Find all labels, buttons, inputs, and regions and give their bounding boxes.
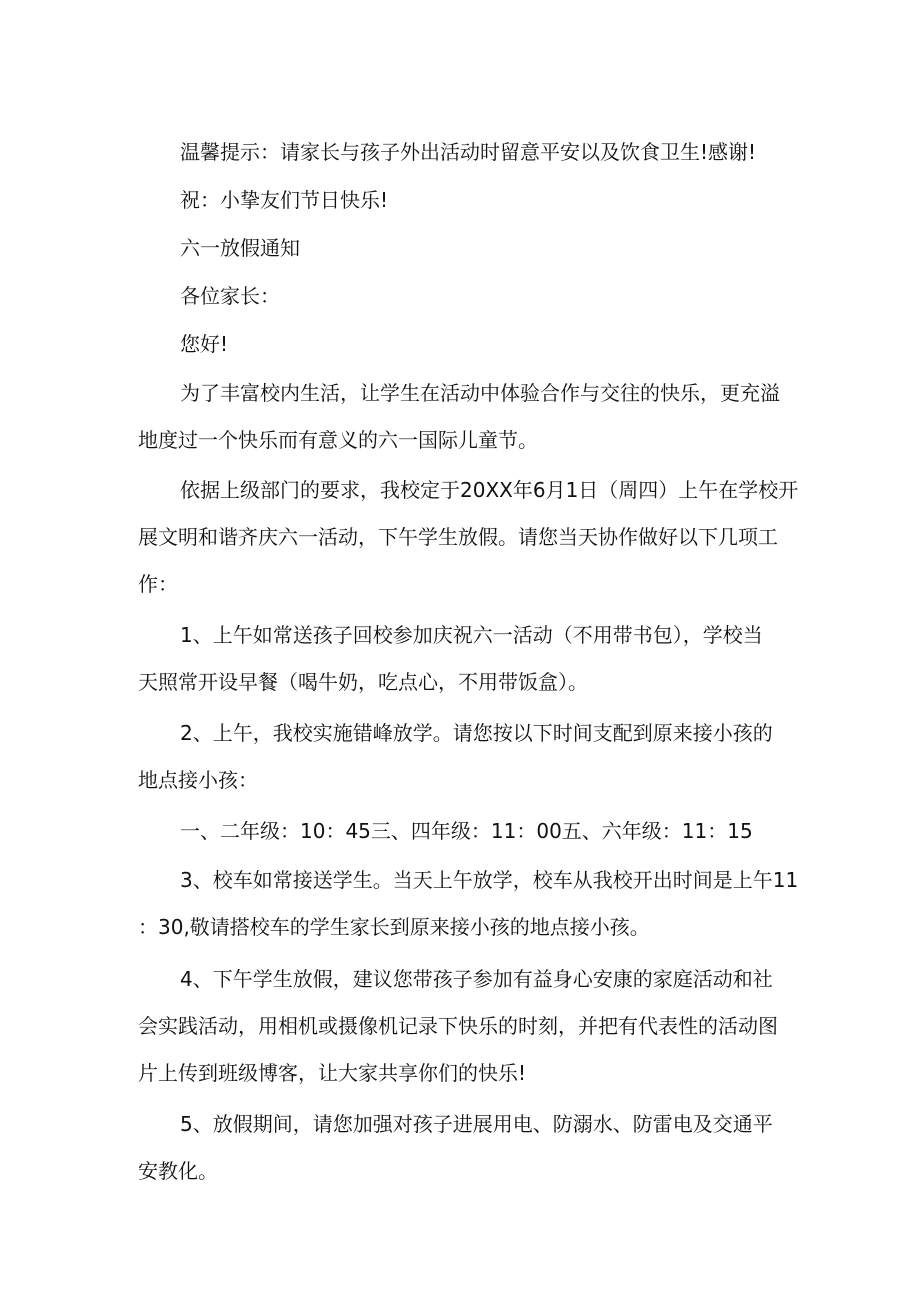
notice-title xyxy=(138,225,788,272)
paragraph-schedule xyxy=(138,467,799,608)
text-line: 1、上午如常送孩子回校参加庆祝六一活动（不用带书包），学校当 xyxy=(180,623,763,647)
text-line: 5、放假期间，请您加强对孩子进展用电、防溺水、防雷电及交通平 xyxy=(180,1112,773,1136)
text-line: 片上传到班级博客，让大家共享你们的快乐! xyxy=(138,1061,527,1085)
item-1 xyxy=(138,612,788,706)
paragraph-wishes xyxy=(138,177,788,224)
salutation xyxy=(138,273,788,320)
paragraph-reminder xyxy=(138,129,788,176)
item-3 xyxy=(138,857,799,951)
item-4 xyxy=(138,956,788,1097)
text-line: 3、校车如常接送学生。当天上午放学，校车从我校开出时间是上午11 xyxy=(180,868,799,892)
greeting xyxy=(138,321,788,368)
item-2 xyxy=(138,710,788,804)
text-line: ：30,敬请搭校车的学生家长到原来接小孩的地点接小孩。 xyxy=(138,915,650,939)
text-line: 一、二年级：10：45三、四年级：11：00五、六年级：11：15 xyxy=(180,819,753,843)
text-line: 天照常开设早餐（喝牛奶，吃点心，不用带饭盒）。 xyxy=(138,670,588,694)
text-line: 地度过一个快乐而有意义的六一国际儿童节。 xyxy=(138,428,538,452)
text-line: 地点接小孩： xyxy=(138,768,258,792)
text-line: 作： xyxy=(138,572,178,596)
text-line: 为了丰富校内生活，让学生在活动中体验合作与交往的快乐，更充溢 xyxy=(180,381,780,405)
text-line: 您好! xyxy=(180,332,229,356)
pickup-times xyxy=(138,808,788,855)
text-line: 4、下午学生放假，建议您带孩子参加有益身心安康的家庭活动和社 xyxy=(180,967,773,991)
text-line: 2、上午，我校实施错峰放学。请您按以下时间支配到原来接小孩的 xyxy=(180,721,773,745)
paragraph-purpose xyxy=(138,370,788,464)
text-line: 展文明和谐齐庆六一活动，下午学生放假。请您当天协作做好以下几项工 xyxy=(138,525,778,549)
text-line: 依据上级部门的要求，我校定于20XX年6月1日（周四）上午在学校开 xyxy=(180,478,799,502)
text-line: 安教化。 xyxy=(138,1159,218,1183)
text-line: 六一放假通知 xyxy=(180,236,300,260)
text-line: 各位家长： xyxy=(180,284,280,308)
text-line: 温馨提示：请家长与孩子外出活动时留意平安以及饮食卫生!感谢! xyxy=(180,140,757,164)
text-line: 祝：小挚友们节日快乐! xyxy=(180,188,389,212)
text-line: 会实践活动，用相机或摄像机记录下快乐的时刻，并把有代表性的活动图 xyxy=(138,1014,778,1038)
item-5 xyxy=(138,1101,788,1195)
